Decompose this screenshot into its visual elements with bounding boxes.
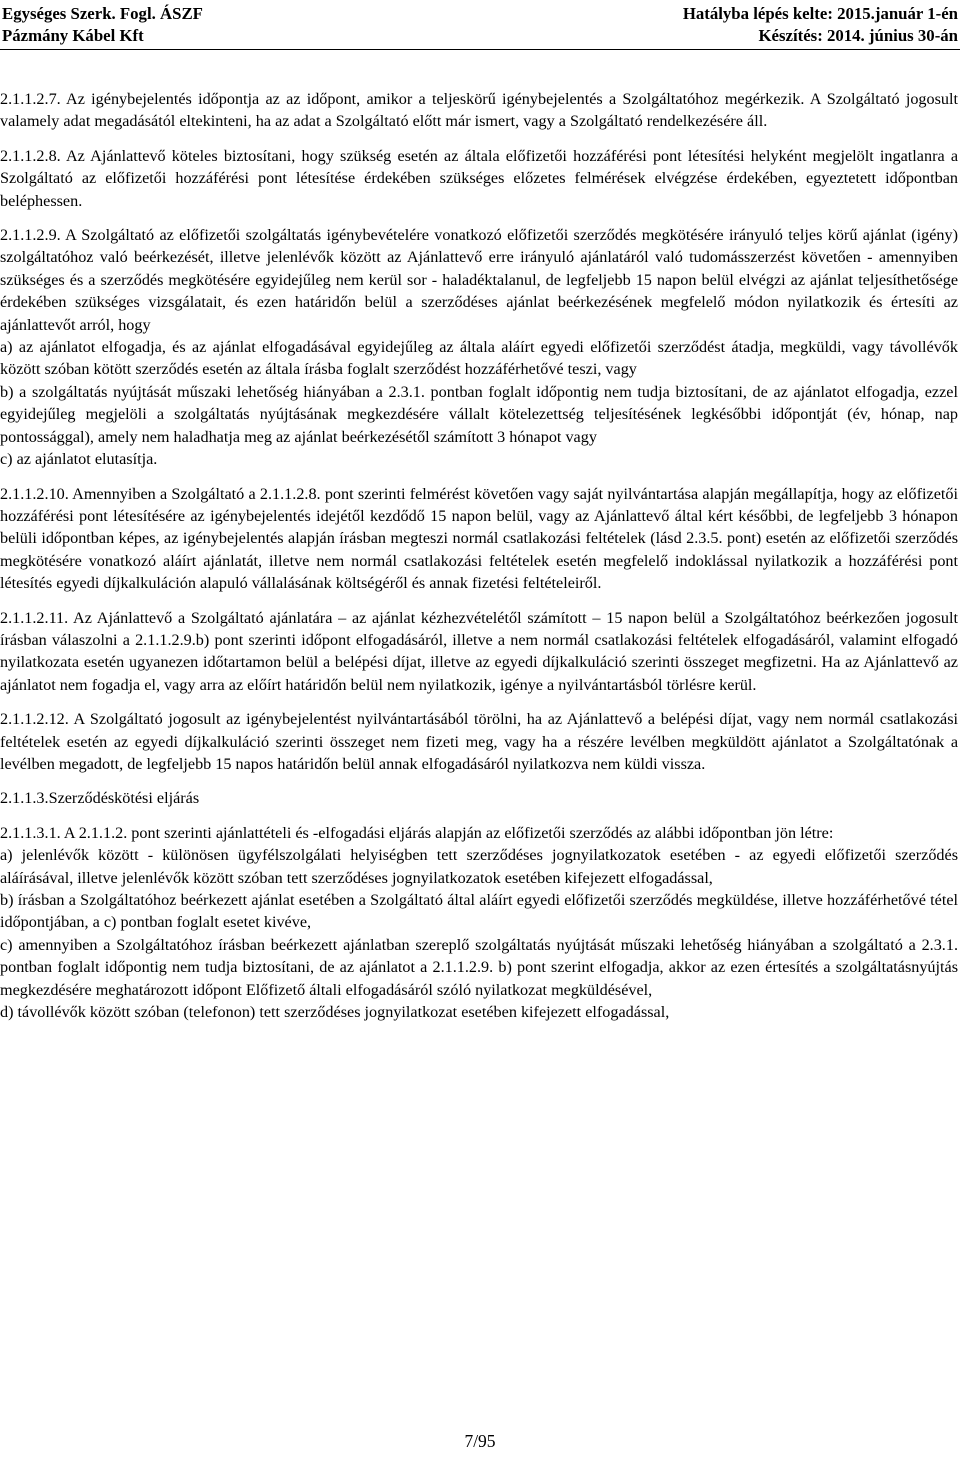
paragraph-2-1-1-3-1-d: d) távollévők között szóban (telefonon) tett szerződéses jognyilatkozat esetében kifejezett elfogadással, [0,1003,670,1022]
header-left [2,3,203,47]
company-name: Pázmány Kábel Kft [2,26,144,45]
page-header [0,3,960,50]
paragraph-2-1-1-3-1: 2.1.1.3.1. A 2.1.1.2. pont szerinti ajánlattételi és -elfogadási eljárás alapján az előfizetői szerződés az alábbi időpontban jön létre: [0,823,834,842]
paragraph-2-1-1-2-9-a: a) az ajánlatot elfogadja, és az ajánlat elfogadásával egyidejűleg az általa aláírt egyedi előfizetői szerződést átadja, megküldi, vagy távollévők között szóban kötött szerződés esetén az általa írásba foglalt szerződést hozzáférhetővé teszi, vagy [0,338,958,379]
paragraph-2-1-1-2-12: 2.1.1.2.12. A Szolgáltató jogosult az igénybejelentést nyilvántartásából törölni, ha az Ajánlattevő a belépési díjat, vagy nem normál csatlakozási feltételek esetén az egyedi díjkalkuláció szerinti összeget nem fizeti meg, vagy ha a részére levélben megküldött ajánlatot a Szolgáltatónak a levélben megadott, de legfeljebb 15 napos határidőn belül annak elfogadásáról nyilatkozva nem küldi vissza. [0,710,958,773]
paragraph-2-1-1-3-1-b: b) írásban a Szolgáltatóhoz beérkezett ajánlat esetében a Szolgáltató által aláírt egyedi előfizetői szerződés megküldése, illetve hozzáférhetővé tétel időpontjában, a c) pontban foglalt esetet kivéve, [0,891,958,932]
effective-date: Hatályba lépés kelte: 2015.január 1-én [682,4,958,23]
document-title: Egységes Szerk. Fogl. ÁSZF [2,4,203,23]
document-body [0,88,958,1023]
paragraph-2-1-1-2-10: 2.1.1.2.10. Amennyiben a Szolgáltató a 2.1.1.2.8. pont szerinti felmérést követően vagy saját nyilvántartása alapján megállapítja, hogy az előfizetői hozzáférési pont létesítésére az igénybejelentés idejétől kezdődő 15 napon belül, vagy az Ajánlattevő által kért későbbi, de legfeljebb 3 hónapon belüli időpontban képes, az igénybejelentés alapján írásban megteszi normál csatlakozási feltételek (lásd 2.3.5. pont) esetén az előfizetői szerződés megkötésére vonatkozó aláírt ajánlatát, illetve nem normál csatlakozási feltételek esetén megfelelő indoklással nyilatkozik a hozzáférési pont létesítés egyedi díjkalkuláción alapuló vállalásának költségéről és annak fizetési feltételeiről. [0,484,958,593]
header-right [683,3,958,47]
paragraph-2-1-1-3-1-a: a) jelenlévők között - különösen ügyfélszolgálati helyiségben tett szerződéses jognyilatkozatok esetében - az egyedi előfizetői szerződés aláírásával, illetve jelenlévők között szóban tett szerződéses jognyilatkozatok esetében kifejezett elfogadással, [0,846,958,887]
paragraph-2-1-1-3-1-c: c) amennyiben a Szolgáltatóhoz írásban beérkezett ajánlatban szereplő szolgáltatás nyújtását műszaki lehetőség hiányában a szolgáltató a 2.3.1. pontban foglalt időpontig nem tudja biztosítani, de az ajánlatot a 2.1.1.2.9. b) pont szerint elfogadja, akkor az ezen értesítés a szolgáltatásnyújtás megkezdésére meghatározott időpont Előfizető általi elfogadásáról szóló nyilatkozat megküldésével, [0,935,958,999]
paragraph-2-1-1-2-9-c: c) az ajánlatot elutasítja. [0,450,158,469]
paragraph-2-1-1-2-9: 2.1.1.2.9. A Szolgáltató az előfizetői szolgáltatás igénybevételére vonatkozó előfizetői szerződés megkötésére irányuló teljes körű ajánlat (igény) szolgáltatóhoz való beérkezését, illetve jelenlévők között az Ajánlattevő erre irányuló ajánlatáról való tudomásszerzést követően - amennyiben szükséges és a szerződés megkötésére egyidejűleg nem kerül sor - haladéktalanul, de legfeljebb 15 napon belül elvégzi az ajánlat teljesíthetősége érdekében szükséges vizsgálatait, és ezen határidőn belül a szerződéses ajánlat beérkezésének megfelelő módon nyilatkozik és értesíti az ajánlattevőt arról, hogy [0,226,958,334]
paragraph-2-1-1-2-9-b: b) a szolgáltatás nyújtását műszaki lehetőség hiányában a 2.3.1. pontban foglalt időpontig nem tudja biztosítani, de az ajánlatot elfogadja, ezzel egyidejűleg megjelöli a szolgáltatás nyújtásának megkezdésére vállalt kötelezettség teljesítésének legkésőbbi időpontját (év, hónap, nap pontossággal), amely nem haladhatja meg az ajánlat beérkezésétől számított 3 hónapot vagy [0,382,958,446]
page-footer [0,1430,960,1452]
creation-date: Készítés: 2014. június 30-án [758,26,958,45]
paragraph-2-1-1-2-11: 2.1.1.2.11. Az Ajánlattevő a Szolgáltató ajánlatára – az ajánlat kézhezvételétől számított – 15 napon belül a Szolgáltatóhoz beérkezően jogosult írásban válaszolni a 2.1.1.2.9.b) pont szerinti időpont elfogadásáról, illetve a nem normál csatlakozási feltételek elfogadásáról, valamint elfogadó nyilatkozata esetén ugyanezen időtartamon belül a belépési díjat, illetve az egyedi díjkalkuláció szerinti összeget megfizetni. Ha az Ajánlattevő az ajánlatot nem fogadja el, vagy arra az előírt határidőn belül nem nyilatkozik, igénye a nyilvántartásból törlésre kerül. [0,608,958,694]
page-number: 7/95 [464,1431,496,1451]
paragraph-2-1-1-2-8: 2.1.1.2.8. Az Ajánlattevő köteles biztosítani, hogy szükség esetén az általa előfizetői hozzáférési pont létesítési helyként megjelölt ingatlanra a Szolgáltató az előfizetői hozzáférési pont létesítése érdekében szükséges előzetes felmérések elvégzése érdekében, egyeztetett időpontban beléphessen. [0,146,958,210]
section-heading: 2.1.1.3.Szerződéskötési eljárás [0,789,200,808]
paragraph-2-1-1-2-7: 2.1.1.2.7. Az igénybejelentés időpontja az az időpont, amikor a teljeskörű igénybejelentés a Szolgáltatóhoz megérkezik. A Szolgáltató jogosult valamely adat megadásától eltekinteni, ha az adat a Szolgáltató előtt már ismert, vagy a Szolgáltató rendelkezésére áll. [0,90,958,131]
